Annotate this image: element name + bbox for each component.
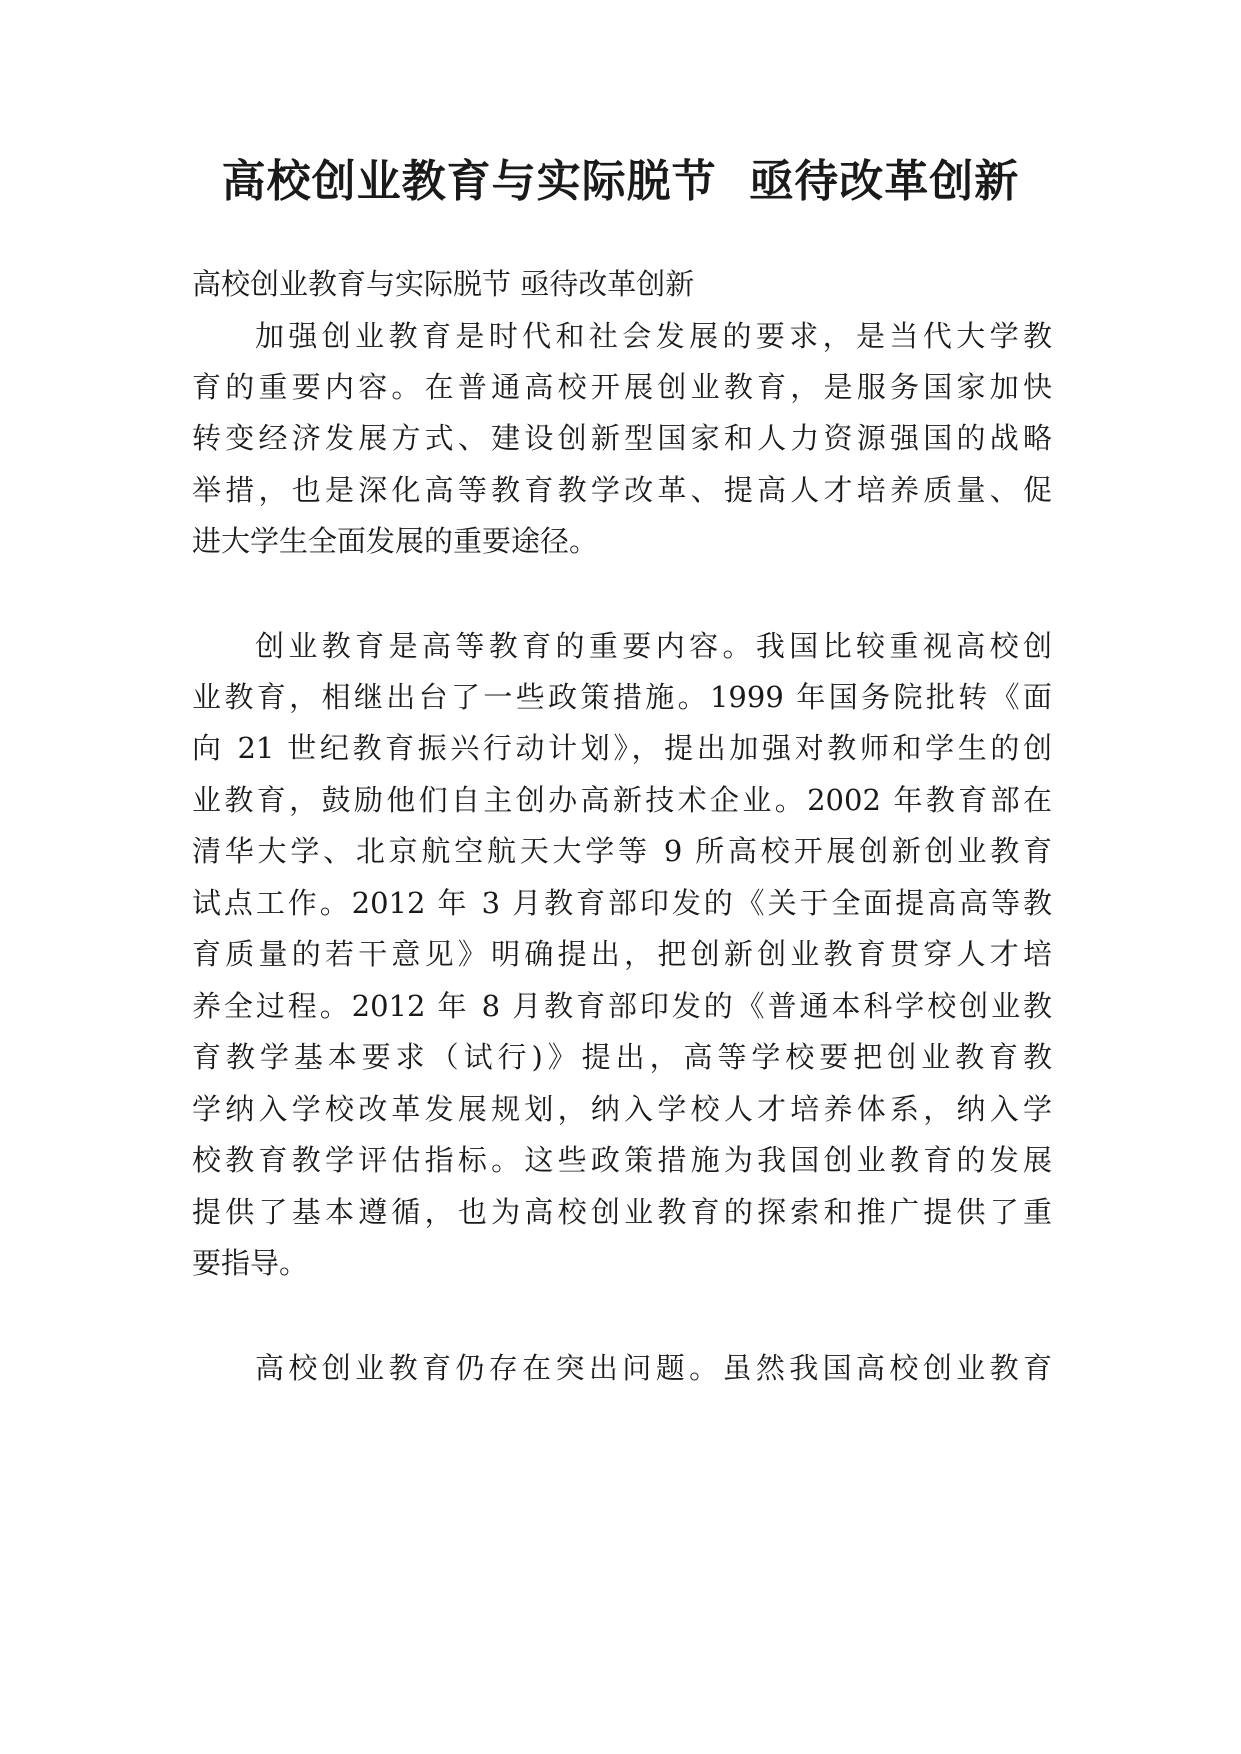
text-line: 转变经济发展方式、建设创新型国家和人力资源强国的战略	[192, 421, 1052, 455]
text-line: 向 21 世纪教育振兴行动计划》，提出加强对教师和学生的创	[192, 731, 1052, 765]
text-line: 育的重要内容。在普通高校开展创业教育，是服务国家加快	[192, 370, 1052, 404]
text-line: 要指导。	[192, 1246, 309, 1280]
text-line: 清华大学、北京航空航天大学等 9 所高校开展创新创业教育	[192, 834, 1052, 868]
text-line: 业教育，相继出台了一些政策措施。1999 年国务院批转《面	[192, 680, 1052, 714]
text-line: 加强创业教育是时代和社会发展的要求，是当代大学教	[255, 319, 1052, 353]
document-subtitle: 高校创业教育与实际脱节 亟待改革创新	[192, 267, 695, 301]
document-title: 高校创业教育与实际脱节 亟待改革创新	[221, 156, 1020, 207]
text-line: 高校创业教育仍存在突出问题。虽然我国高校创业教育	[255, 1351, 1052, 1385]
text-line: 试点工作。2012 年 3 月教育部印发的《关于全面提高高等教	[192, 886, 1052, 920]
text-line: 育质量的若干意见》明确提出，把创新创业教育贯穿人才培	[192, 937, 1052, 971]
text-line: 学纳入学校改革发展规划，纳入学校人才培养体系，纳入学	[192, 1092, 1052, 1126]
text-line: 育教学基本要求（试行)》提出，高等学校要把创业教育教	[192, 1040, 1052, 1074]
text-line: 养全过程。2012 年 8 月教育部印发的《普通本科学校创业教	[192, 989, 1052, 1023]
text-line: 举措，也是深化高等教育教学改革、提高人才培养质量、促	[192, 473, 1052, 507]
text-line: 校教育教学评估指标。这些政策措施为我国创业教育的发展	[192, 1143, 1052, 1177]
text-line: 进大学生全面发展的重要途径。	[192, 524, 599, 558]
text-line: 提供了基本遵循，也为高校创业教育的探索和推广提供了重	[192, 1195, 1052, 1229]
text-line: 创业教育是高等教育的重要内容。我国比较重视高校创	[255, 629, 1052, 663]
text-line: 业教育，鼓励他们自主创办高新技术企业。2002 年教育部在	[192, 783, 1052, 817]
